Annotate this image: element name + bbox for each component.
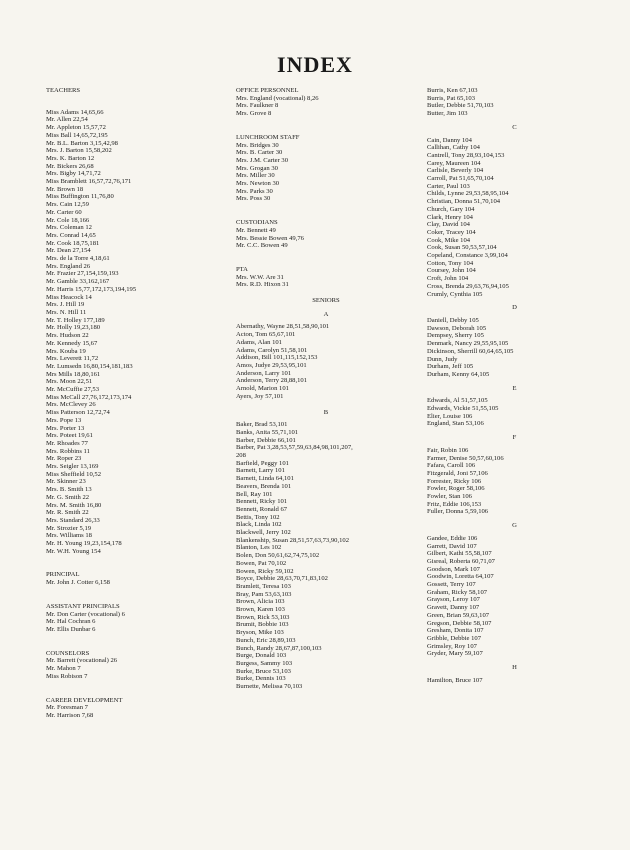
index-entry: Mr. Bennett 49: [236, 226, 276, 234]
index-entry: Burge, Donald 103: [236, 652, 287, 660]
seniors-c-list: [427, 137, 602, 299]
index-entry: Mr. H. Young 19,23,154,178: [46, 540, 122, 548]
seniors-a-list: [236, 323, 416, 400]
index-entry: Mrs. England (vocational) 8,26: [236, 94, 319, 102]
index-entry: Dunn, Judy: [427, 355, 458, 363]
index-entry: Edwards, Vickie 51,55,105: [427, 405, 499, 413]
pta-list: [236, 274, 416, 289]
index-entry: Barnett, Linda 64,101: [236, 475, 294, 483]
index-entry: England, Stan 53,106: [427, 420, 484, 428]
index-entry: Mrs. Leverett 11,72: [46, 355, 99, 363]
index-entry: Mr. Ellis Dunbar 6: [46, 626, 96, 633]
index-entry: Brown, Karen 103: [236, 606, 285, 614]
index-entry: Brown, Alicia 103: [236, 598, 285, 606]
index-entry: Denmark, Nancy 29,55,95,105: [427, 340, 509, 348]
index-entry: 208: [236, 452, 246, 460]
index-entry: Gilbert, Kathi 55,58,107: [427, 550, 492, 558]
index-entry: Mr. T. Holley 177,189: [46, 316, 105, 324]
section-heading-career-development: CAREER DEVELOPMENT: [46, 696, 123, 704]
index-entry: Miss Adams 14,65,66: [46, 108, 104, 116]
index-entry: Mr. Barrett (vocational) 26: [46, 657, 118, 665]
index-entry: Forrester, Ricky 106: [427, 477, 482, 485]
index-entry: Bramlett, Teresa 103: [236, 582, 291, 590]
index-entry: Adams, Alan 101: [236, 338, 282, 346]
section-heading-teachers: TEACHERS: [46, 87, 81, 94]
index-entry: Boyce, Debbie 28,63,70,71,83,102: [236, 575, 328, 583]
index-entry: Burris, Pat 65,103: [427, 94, 475, 102]
index-entry: Fafara, Caroll 106: [427, 462, 476, 470]
index-entry: Cook, Susan 50,53,57,104: [427, 244, 497, 252]
index-entry: Mrs. Faulkner 8: [236, 102, 279, 110]
index-entry: Brown, Rick 53,103: [236, 613, 290, 621]
index-entry: Bryson, Mike 103: [236, 629, 284, 637]
index-entry: Mrs. Grove 8: [236, 110, 272, 118]
index-entry: Bettis, Tony 102: [236, 513, 280, 521]
index-entry: Mrs. Standard 26,33: [46, 516, 100, 524]
index-entry: Bolen, Don 50,61,62,74,75,102: [236, 552, 320, 560]
index-entry: Mrs. Bessie Bowen 49,76: [236, 234, 304, 242]
index-entry: Bunch, Eric 28,89,103: [236, 636, 296, 644]
index-entry: Mrs. Moon 22,51: [46, 378, 93, 386]
index-entry: Black, Linda 102: [236, 521, 282, 529]
index-entry: Arnold, Marion 101: [236, 385, 289, 393]
index-entry: Fuller, Donna 5,59,106: [427, 508, 489, 516]
index-entry: Mr. R. Smith 22: [46, 509, 89, 517]
index-entry: Mr. Roper 23: [46, 455, 82, 463]
index-entry: Mr. Bickers 26,68: [46, 162, 94, 170]
seniors-e-list: [427, 397, 602, 428]
index-entry: Miss Ball 14,65,72,195: [46, 131, 108, 139]
seniors-h-list: [427, 677, 602, 685]
index-entry: Miss Patterson 12,72,74: [46, 409, 110, 417]
index-entry: Garrett, David 107: [427, 542, 477, 550]
principal-list: [46, 579, 216, 587]
index-entry: Mrs. Coleman 12: [46, 224, 92, 232]
index-entry: Fitzgerald, Joni 57,106: [427, 469, 488, 477]
seniors-f-list: [427, 447, 602, 516]
letter-heading-f: F: [512, 434, 517, 442]
index-entry: Mr. McCuffie 27,53: [46, 386, 99, 394]
index-entry: Anderson, Terry 28,88,101: [236, 377, 308, 385]
index-entry: Elier, Louise 106: [427, 412, 473, 420]
index-entry: Grimsley, Roy 107: [427, 642, 477, 650]
index-entry: Mrs Mills 18,80,161: [46, 370, 101, 378]
index-entry: Mr. C.C. Bowen 49: [236, 242, 288, 250]
index-entry: Durham, Jeff 105: [427, 363, 474, 371]
index-entry: Dempsey, Sherry 105: [427, 332, 484, 340]
index-entry: Mrs. Kouba 19: [46, 347, 86, 355]
index-entry: Mrs. B. Carter 30: [236, 149, 283, 157]
index-entry: Mrs. R.D. Hixon 31: [236, 281, 289, 289]
index-entry: Baker, Brad 53,101: [236, 421, 288, 429]
index-entry: Mrs. Hudson 22: [46, 332, 89, 340]
index-entry: Fair, Robin 106: [427, 446, 469, 454]
letter-heading-h: H: [512, 664, 517, 672]
seniors-b-list: [236, 421, 416, 691]
section-heading-assistant-principals: ASSISTANT PRINCIPALS: [46, 602, 120, 610]
seniors-d-list: [427, 317, 602, 379]
index-entry: Burke, Dennis 103: [236, 675, 286, 683]
index-entry: Cotton, Tony 104: [427, 259, 474, 267]
index-entry: Cantrell, Tony 28,93,104,153: [427, 151, 505, 159]
index-entry: Mrs. Poteet 19,61: [46, 432, 93, 440]
index-entry: Mr. Brown 18: [46, 185, 84, 193]
index-entry: Brumit, Bobbie 103: [236, 621, 289, 629]
letter-heading-d: D: [512, 304, 517, 312]
index-entry: Gryder, Mary 59,107: [427, 650, 483, 658]
index-entry: Gresham, Donita 107: [427, 627, 484, 635]
index-entry: Mrs. Seigler 13,169: [46, 463, 99, 471]
index-entry: Bunch, Randy 28,67,87,100,103: [236, 644, 322, 652]
index-entry: Goodson, Mark 107: [427, 565, 480, 573]
index-entry: Gregson, Debbie 58,107: [427, 619, 492, 627]
index-entry: Mrs. Conrad 14,65: [46, 231, 96, 239]
letter-heading-g: G: [512, 522, 517, 530]
section-heading-office-personnel: OFFICE PERSONNEL: [236, 87, 299, 94]
index-entry: Mrs. de la Torre 4,18,61: [46, 255, 110, 263]
index-entry: Mrs. J.M. Carter 30: [236, 156, 289, 164]
index-entry: Mrs. Bigby 14,71,72: [46, 170, 101, 178]
index-entry: Callihan, Cathy 104: [427, 144, 480, 152]
index-entry: Mrs. Pope 13: [46, 416, 82, 424]
index-entry: Green, Brian 59,63,107: [427, 611, 490, 619]
index-entry: Adams, Carolyn 51,58,101: [236, 346, 308, 354]
index-entry: Bowen, Ricky 59,102: [236, 567, 294, 575]
index-entry: Mr. Harris 15,77,172,173,194,195: [46, 285, 137, 293]
index-entry: Gisreal, Roberta 60,71,07: [427, 557, 495, 565]
index-entry: Addison, Bill 101,115,152,153: [236, 354, 318, 362]
index-entry: Coursey, John 104: [427, 267, 476, 275]
index-entry: Miss McCall 27,76,172,173,174: [46, 393, 132, 401]
index-entry: Cross, Brenda 29,63,76,94,105: [427, 282, 509, 290]
index-entry: Mrs. Bridges 30: [236, 141, 279, 149]
index-entry: Mr. Mahon 7: [46, 665, 81, 673]
letter-heading-a: A: [323, 310, 329, 318]
index-entry: Mrs. M. Smith 16,80: [46, 501, 102, 509]
index-entry: Barfield, Peggy 101: [236, 459, 289, 467]
index-entry: Miss Robison 7: [46, 672, 88, 680]
index-entry: Barnett, Larry 101: [236, 467, 285, 475]
index-entry: Carroll, Pat 51,65,70,104: [427, 175, 494, 183]
index-entry: Bennett, Ricky 101: [236, 498, 288, 506]
index-entry: Fowler, Stan 106: [427, 493, 472, 501]
index-entry: Burgess, Sammy 103: [236, 660, 293, 667]
index-column-1: [46, 87, 216, 728]
index-column-2: [236, 87, 416, 691]
index-entry: Daniell, Debby 105: [427, 316, 479, 324]
index-entry: Gossett, Terry 107: [427, 581, 476, 589]
index-entry: Mr. Strozier 5,19: [46, 524, 92, 532]
index-entry: Butler, Debbie 51,70,103: [427, 102, 494, 110]
index-entry: Fritz, Eddie 106,153: [427, 500, 482, 508]
index-entry: Mr. John J. Cotter 6,158: [46, 579, 110, 587]
index-entry: Miss Sheffield 10,52: [46, 470, 102, 478]
index-entry: Copeland, Constance 3,99,104: [427, 252, 508, 260]
index-entry: Mr. Foresman 7: [46, 704, 88, 712]
index-entry: Mr. Holly 19,23,180: [46, 324, 101, 332]
office-personnel-list: [236, 95, 416, 118]
index-entry: Mr. Skinner 23: [46, 478, 86, 486]
letter-heading-c: C: [512, 123, 517, 131]
letter-heading-b: B: [323, 408, 329, 416]
index-entry: Miss Buffington 11,76,80: [46, 193, 114, 201]
index-entry: Mr. Harrison 7,68: [46, 711, 94, 719]
index-entry: Clark, Henry 104: [427, 213, 473, 221]
index-entry: Barber, Pat 3,28,53,57,59,63,84,98,101,207,: [236, 444, 353, 452]
section-heading-counselors: COUNSELORS: [46, 649, 90, 657]
index-entry: Abernathy, Wayne 28,51,58,90,101: [236, 323, 330, 331]
index-entry: Bowen, Pat 70,102: [236, 559, 287, 567]
seniors-b-continued-list: [427, 87, 602, 118]
index-entry: Carey, Maureen 104: [427, 159, 481, 167]
index-entry: Bennett, Ronald 67: [236, 505, 288, 513]
index-entry: Mrs. Cain 12,59: [46, 201, 89, 209]
index-entry: Dickinson, Sherrill 60,64,65,105: [427, 347, 514, 355]
index-entry: Croft, John 104: [427, 275, 469, 283]
index-entry: Burnette, Melissa 70,103: [236, 683, 303, 691]
teachers-list: [46, 109, 216, 556]
index-entry: Mrs. Newton 30: [236, 180, 280, 188]
index-entry: Mrs. N. Hill 11: [46, 308, 87, 316]
index-entry: Coker, Tracey 104: [427, 228, 476, 236]
lunchroom-staff-list: [236, 142, 416, 204]
index-entry: Mr. Dean 27,154: [46, 247, 91, 255]
index-entry: Burke, Bruce 53,103: [236, 667, 291, 675]
section-heading-seniors: SENIORS: [312, 297, 340, 305]
index-entry: Grayson, Leroy 107: [427, 596, 480, 604]
index-entry: Mrs. England 26: [46, 262, 91, 270]
index-entry: Blackwell, Jerry 102: [236, 529, 291, 537]
index-entry: Acton, Tom 65,67,101: [236, 331, 296, 339]
index-entry: Mrs. Williams 18: [46, 532, 92, 540]
index-entry: Gravett, Danny 107: [427, 604, 480, 612]
index-entry: Edwards, Al 51,57,105: [427, 397, 488, 405]
letter-heading-e: E: [512, 384, 517, 392]
section-heading-pta: PTA: [236, 265, 248, 273]
index-entry: Mr. Gamble 33,162,167: [46, 278, 110, 286]
index-entry: Mrs. J. Barton 15,58,202: [46, 147, 112, 155]
seniors-g-list: [427, 535, 602, 658]
index-entry: Mr. Carter 60: [46, 208, 82, 216]
index-entry: Mrs. Grogan 30: [236, 164, 278, 172]
index-entry: Mr. Cole 18,166: [46, 216, 90, 224]
section-heading-custodians: CUSTODIANS: [236, 219, 278, 227]
index-entry: Mrs. B. Smith 13: [46, 486, 92, 494]
counselors-list: [46, 657, 216, 680]
index-entry: Church, Gary 104: [427, 205, 475, 213]
index-entry: Durham, Kenny 64,105: [427, 370, 490, 378]
index-entry: Mrs. Porter 13: [46, 424, 85, 432]
index-entry: Mrs. Poss 30: [236, 195, 271, 203]
index-entry: Crumly, Cynthia 105: [427, 290, 483, 298]
section-heading-lunchroom-staff: LUNCHROOM STAFF: [236, 133, 300, 141]
index-entry: Miss Bramblett 16,57,72,76,171: [46, 178, 132, 186]
index-entry: Mr. W.H. Young 154: [46, 547, 101, 555]
index-entry: Mr. Lumsedn 16,80,154,181,183: [46, 362, 133, 370]
index-entry: Mr. G. Smith 22: [46, 493, 90, 501]
index-entry: Mr. Hal Cochran 6: [46, 618, 96, 626]
index-entry: Mr. Rhoades 77: [46, 439, 88, 447]
index-entry: Anderson, Larry 101: [236, 369, 292, 377]
index-entry: Barber, Debbie 66,101: [236, 436, 296, 444]
index-entry: Bell, Ray 101: [236, 490, 273, 498]
index-entry: Mr. Cook 18,75,181: [46, 239, 100, 247]
index-entry: Cook, Mike 104: [427, 236, 471, 244]
career-development-list: [46, 704, 216, 719]
index-entry: Fowler, Roger 58,106: [427, 485, 485, 493]
index-entry: Childs, Lynne 29,53,58,95,104: [427, 190, 509, 198]
index-entry: Christian, Donna 51,70,104: [427, 198, 501, 206]
index-entry: Blankenship, Susan 28,51,57,63,73,90,102: [236, 536, 350, 544]
index-entry: Mrs. Miller 30: [236, 172, 275, 180]
index-entry: Carlisle, Beverly 104: [427, 167, 484, 175]
index-entry: Burris, Ken 67,103: [427, 87, 478, 94]
index-entry: Goodwin, Loretta 64,107: [427, 573, 494, 581]
index-entry: Mr. Appleton 15,57,72: [46, 124, 106, 132]
index-entry: Cain, Danny 104: [427, 136, 472, 144]
index-entry: Mr. Frazier 27,154,159,193: [46, 270, 119, 278]
page-title: INDEX: [277, 52, 353, 77]
index-entry: Ayers, Joy 57,101: [236, 392, 284, 400]
index-entry: Bray, Pam 53,63,103: [236, 590, 292, 598]
index-entry: Miss Heacock 14: [46, 293, 92, 301]
index-column-3: [427, 87, 602, 685]
index-entry: Mrs. K. Barton 12: [46, 154, 95, 162]
index-entry: Clay, David 104: [427, 221, 470, 229]
custodians-list: [236, 227, 416, 250]
index-entry: Mrs. W.W. Are 31: [236, 273, 284, 281]
index-entry: Dawson, Deborah 105: [427, 324, 487, 332]
index-entry: Mrs. Parks 30: [236, 187, 273, 195]
index-entry: Graham, Ricky 58,107: [427, 588, 488, 596]
index-entry: Blanton, Les 102: [236, 544, 282, 552]
index-entry: Hamilton, Bruce 107: [427, 676, 483, 684]
index-entry: Mr. Don Carter (vocational) 6: [46, 610, 125, 618]
index-entry: Gandee, Eddie 106: [427, 534, 478, 542]
index-entry: Gribble, Debbie 107: [427, 635, 482, 642]
index-entry: Farmer, Denise 50,57,60,106: [427, 454, 504, 462]
index-entry: Mr. Allen 22,54: [46, 116, 88, 124]
index-entry: Mr. B.L. Barton 3,15,42,98: [46, 139, 118, 147]
index-entry: Mr. Kennedy 15,67: [46, 339, 98, 347]
index-entry: Amos, Judye 29,53,95,101: [236, 361, 307, 369]
assistant-principals-list: [46, 611, 216, 634]
index-entry: Carter, Paul 103: [427, 182, 470, 190]
index-entry: Butter, Jim 103: [427, 110, 468, 118]
index-entry: Mrs. J. Hill 19: [46, 301, 85, 309]
section-heading-principal: PRINCIPAL: [46, 571, 80, 579]
index-entry: Mrs. Robbins 11: [46, 447, 90, 455]
index-entry: Banks, Anita 55,71,101: [236, 428, 299, 436]
index-entry: Beavers, Brenda 101: [236, 482, 292, 490]
index-entry: Mrs. McClevey 26: [46, 401, 96, 409]
